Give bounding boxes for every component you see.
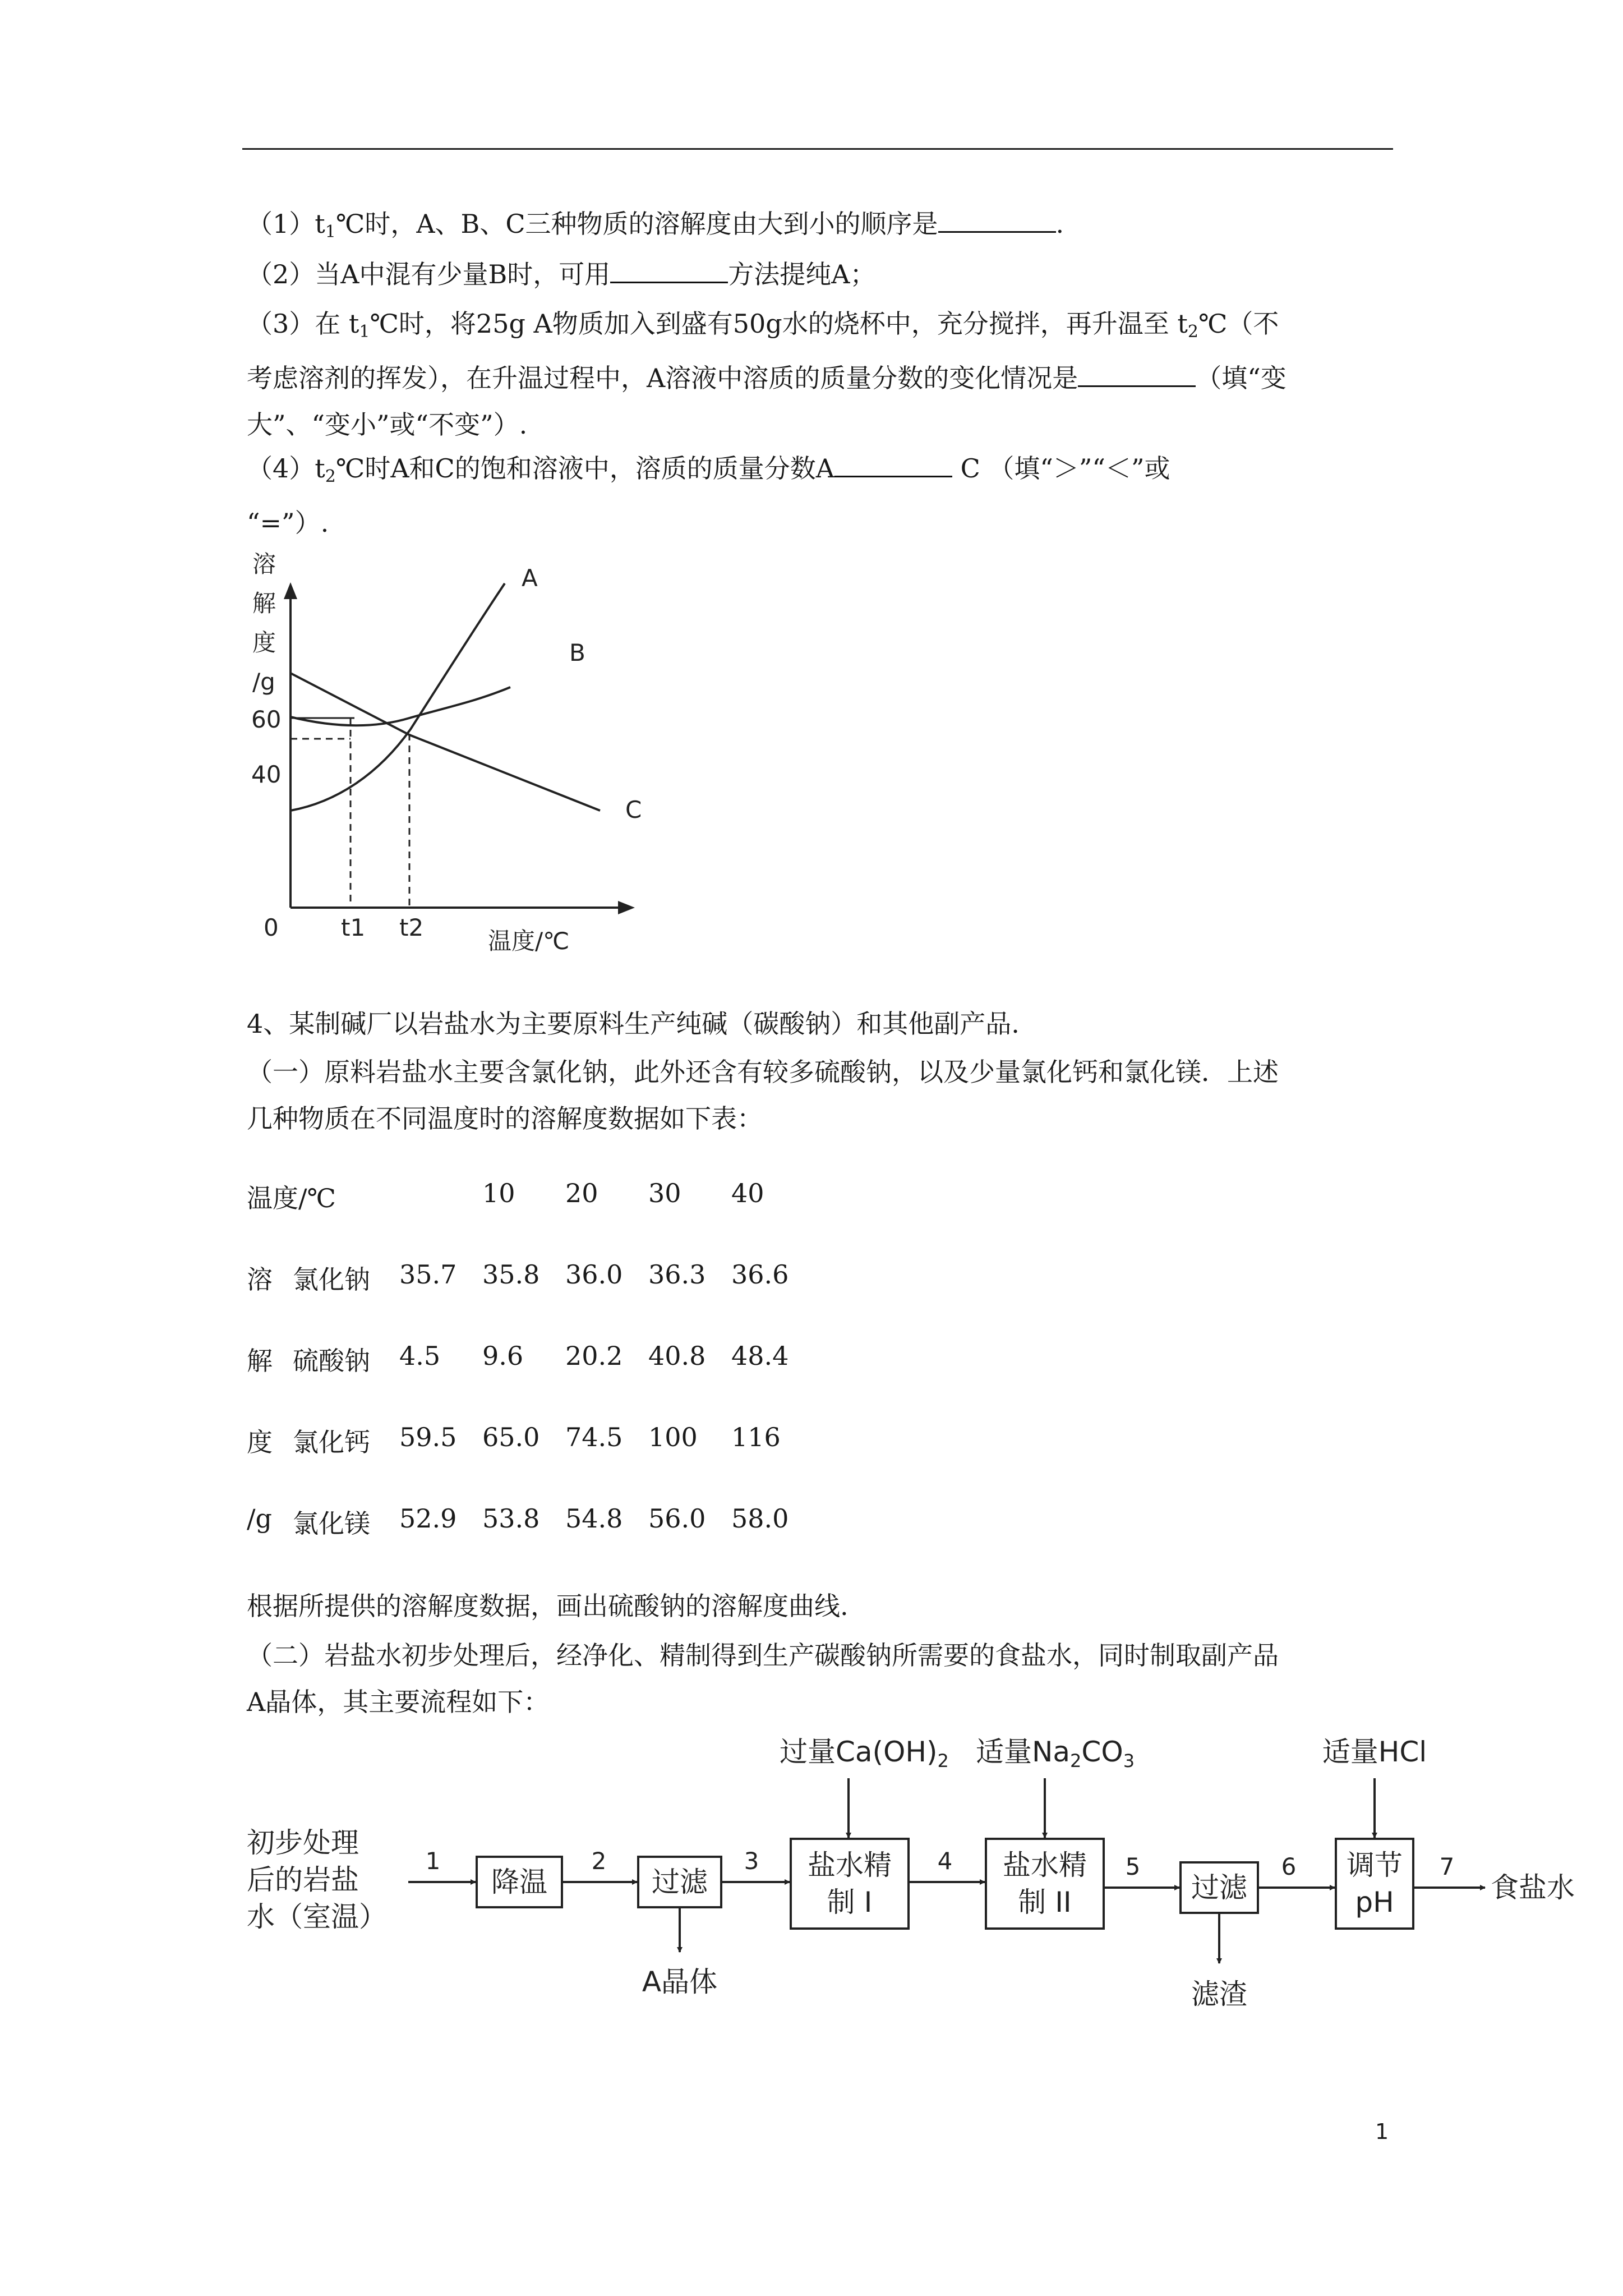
- flow-start-line: 后的岩盐: [247, 1864, 359, 1896]
- question-2: （2）当A中混有少量B时，可用 方法提纯A；: [247, 259, 876, 289]
- flow-box-label: 过滤: [1191, 1871, 1247, 1904]
- header-rule: [242, 148, 1393, 150]
- flow-box-label: 盐水精: [808, 1849, 892, 1881]
- x-axis-arrow: [618, 901, 635, 914]
- flow-box-label: 盐水精: [1003, 1849, 1087, 1881]
- flow-step-number: 3: [744, 1847, 759, 1875]
- flow-start-line: 水（室温）: [247, 1901, 387, 1933]
- answer-blank[interactable]: [938, 209, 1056, 233]
- x-tick-label: t2: [399, 914, 424, 941]
- flow-box-label: 调节: [1347, 1849, 1403, 1881]
- y-tick-label: 60: [251, 706, 282, 733]
- y-label-char: 度: [252, 629, 276, 656]
- curve-b: [291, 687, 510, 725]
- flow-step-number: 7: [1439, 1853, 1455, 1880]
- flow-box-label: 降温: [491, 1866, 547, 1898]
- x-tick-label: t1: [341, 914, 366, 941]
- problem4-title: 4、某制碱厂以岩盐水为主要原料生产纯碱（碳酸钠）和其他副产品.: [247, 1009, 1020, 1039]
- origin-label: 0: [264, 914, 279, 941]
- curve-c: [291, 673, 600, 811]
- process-flow-diagram: [236, 1728, 1615, 2042]
- instruction-text: 根据所提供的溶解度数据，画出硫酸钠的溶解度曲线.: [247, 1591, 849, 1621]
- y-label-char: 溶: [252, 550, 276, 578]
- flow-reagent-label: 适量HCl: [1322, 1736, 1427, 1768]
- flow-step-number: 2: [591, 1847, 607, 1875]
- question-1: $(1)t_1℃$时，A、B、C三种物质的溶解度由大到小的顺序是 .: [247, 209, 1064, 242]
- page-number: 1: [1375, 2119, 1389, 2144]
- problem4-part1: （一）原料岩盐水主要含氯化钠，此外还含有较多硫酸钠，以及少量氯化钙和氯化镁．上述 几种物质在不同温度时的溶解度数据如下表：: [247, 1057, 1279, 1134]
- flow-step-number: 4: [937, 1847, 953, 1875]
- flow-box-label: 制 I: [827, 1886, 873, 1918]
- x-axis-label: 温度/℃: [488, 927, 570, 955]
- flow-end-label: 食盐水: [1491, 1871, 1575, 1904]
- y-axis-arrow: [284, 582, 297, 599]
- answer-blank[interactable]: [834, 453, 952, 477]
- y-label-char: /g: [252, 668, 275, 696]
- flow-box-label: 制 II: [1018, 1886, 1072, 1918]
- question-3: （3）在 $t_1℃$时，将25g A物质加入到盛有50g水的烧杯中，充分搅拌，再升温至 $t_2℃$（不 考虑溶剂的挥发），在升温过程中，A溶液中溶质的质量分数的变化情况是 （填“变 大”、“变小”或“不变”）.: [247, 309, 1287, 440]
- curve-a: [291, 583, 505, 811]
- flow-output-label: 滤渣: [1191, 1978, 1247, 2010]
- answer-blank[interactable]: [1078, 363, 1196, 387]
- flow-step-number: 6: [1281, 1853, 1297, 1880]
- flow-reagent-label: 适量$Na_2CO_3$: [976, 1736, 1135, 1772]
- answer-blank[interactable]: [610, 259, 728, 283]
- problem4-part2: （二）岩盐水初步处理后，经净化、精制得到生产碳酸钠所需要的食盐水，同时制取副产品 A晶体，其主要流程如下：: [247, 1640, 1279, 1717]
- flow-step-number: 5: [1125, 1853, 1141, 1880]
- flow-reagent-label: 过量$Ca(OH)_2$: [780, 1736, 949, 1772]
- series-label-b: B: [569, 639, 585, 666]
- y-tick-label: 40: [251, 761, 282, 788]
- y-label-char: 解: [252, 590, 276, 617]
- solubility-chart: [236, 539, 662, 965]
- flow-step-number: 1: [425, 1847, 441, 1875]
- flow-box-label: 过滤: [652, 1866, 708, 1898]
- question-4: $(4)t_2℃$时A和C的饱和溶液中，溶质的质量分数A C （填“＞”“＜”或 “=”）.: [247, 453, 1170, 538]
- series-label-c: C: [625, 796, 642, 823]
- series-label-a: A: [522, 564, 538, 592]
- flow-start-line: 初步处理: [247, 1826, 359, 1859]
- flow-box-label: pH: [1355, 1886, 1394, 1918]
- flow-output-label: A晶体: [642, 1966, 718, 1998]
